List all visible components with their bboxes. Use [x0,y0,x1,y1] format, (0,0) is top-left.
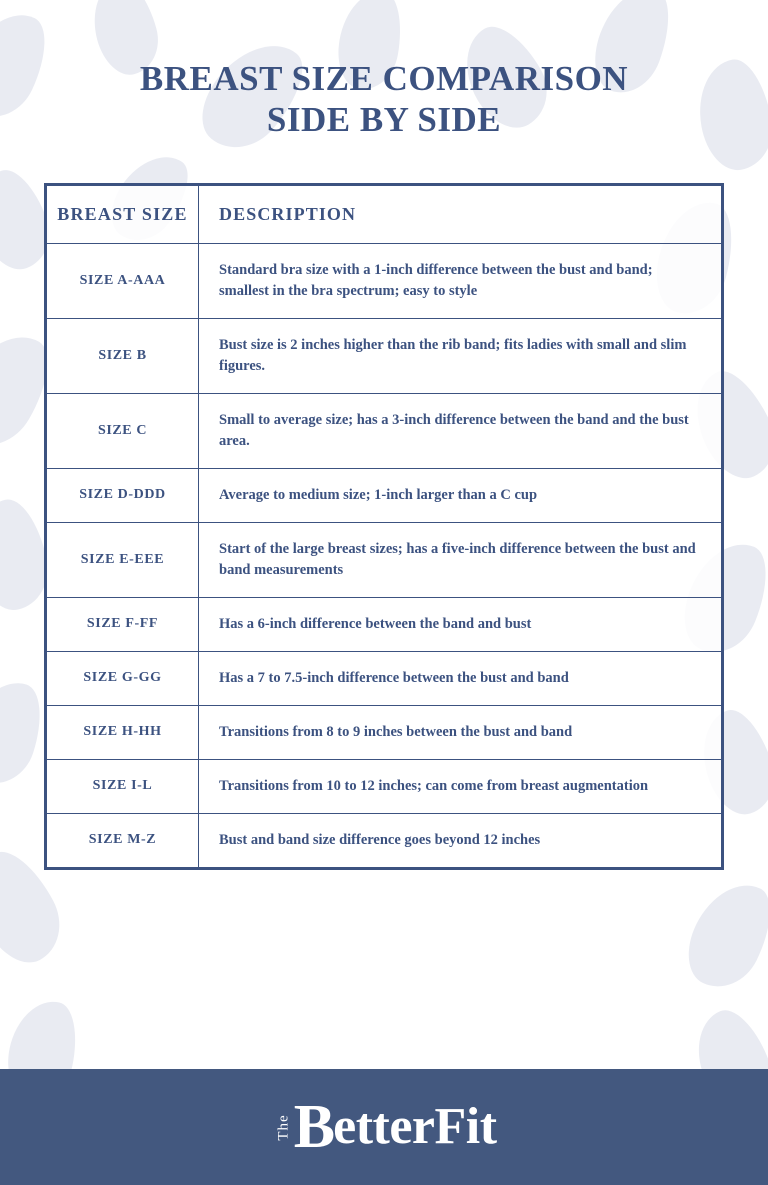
table-row [47,759,722,813]
cell-size: SIZE E-EEE [47,522,199,597]
table-row [47,705,722,759]
size-comparison-table-container [44,183,724,870]
table-row [47,597,722,651]
cell-size: SIZE D-DDD [47,468,199,522]
cell-description: Small to average size; has a 3-inch difference between the band and the bust area. [199,393,722,468]
cell-size: SIZE I-L [47,759,199,813]
cell-size: SIZE A-AAA [47,243,199,318]
cell-size: SIZE C [47,393,199,468]
table-row [47,393,722,468]
page-title-line-2: SIDE BY SIDE [266,100,502,140]
cell-size: SIZE M-Z [47,813,199,867]
table-row [47,651,722,705]
cell-description: Standard bra size with a 1-inch difference between the bust and band; smallest in the bra spectrum; easy to style [199,243,722,318]
cell-description: Start of the large breast sizes; has a five-inch difference between the bust and band measurements [199,522,722,597]
cell-description: Has a 7 to 7.5-inch difference between the bust and band [199,651,722,705]
cell-description: Bust and band size difference goes beyond 12 inches [199,813,722,867]
table-row [47,243,722,318]
footer-bar [0,1069,768,1185]
cell-description: Bust size is 2 inches higher than the rib band; fits ladies with small and slim figures. [199,318,722,393]
cell-size: SIZE B [47,318,199,393]
brand-logo [271,1093,497,1161]
logo-the-text: The [276,1113,293,1141]
logo-brand-text: etterFit [333,1098,497,1155]
page-title-line-1: BREAST SIZE COMPARISON [139,59,629,98]
cell-description: Transitions from 10 to 12 inches; can come from breast augmentation [199,759,722,813]
table-row [47,813,722,867]
cell-description: Transitions from 8 to 9 inches between the bust and band [199,705,722,759]
table-row [47,522,722,597]
page-title [0,0,768,141]
cell-size: SIZE G-GG [47,651,199,705]
logo-b-mark: B [293,1093,334,1161]
column-header-breast-size: BREAST SIZE [47,185,199,243]
cell-description: Has a 6-inch difference between the band and bust [199,597,722,651]
cell-size: SIZE H-HH [47,705,199,759]
table-row [47,318,722,393]
column-header-description: DESCRIPTION [199,185,722,243]
cell-size: SIZE F-FF [47,597,199,651]
cell-description: Average to medium size; 1-inch larger than a C cup [199,468,722,522]
table-row [47,468,722,522]
table-header-row [47,185,722,243]
size-comparison-table [46,185,722,868]
